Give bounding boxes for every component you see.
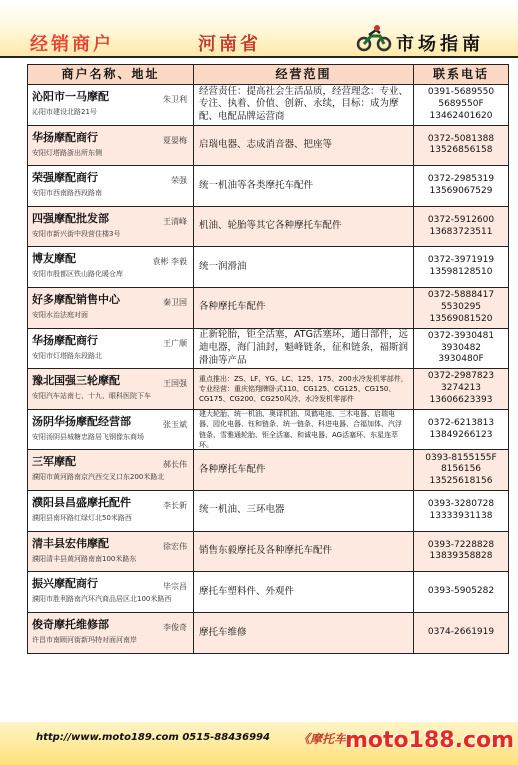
- dealer-name: 濮阳县昌盛摩托配件: [32, 495, 131, 509]
- phone-cell: [414, 613, 508, 654]
- phone-number: 0372-5888417: [427, 290, 495, 301]
- dealer-cell: [28, 572, 194, 612]
- business-scope: 摩托车塑料件、外观件: [194, 572, 414, 612]
- dealer-address: 安阳灯塔路浙出所东侧: [32, 148, 102, 157]
- phone-cell: [414, 369, 508, 409]
- phone-number: 0393-3280728: [427, 499, 495, 510]
- phone-number: 0372-5912600: [427, 214, 495, 225]
- phone-number: 0393-8155155F: [425, 452, 497, 463]
- dealer-name: 振兴摩配商行: [32, 577, 98, 591]
- phone-number: 5530295: [440, 301, 482, 312]
- phone-cell: [414, 126, 508, 166]
- table-row: [28, 288, 508, 329]
- table-row: [28, 491, 508, 532]
- dealer-address: 安阳汤阴县城糖忠路居飞钢像东商场: [32, 432, 144, 441]
- phone-cell: [414, 207, 508, 247]
- business-scope: 建大轮胎、统一机油、奥译机油、凤鹤电池、三木电器、启瑞电器、园化电器、钰和链条、统一链条、科进电器、合福加体、汽浮链条、雪雅通轮胎、钜全活塞、和诚电器、AG活塞环、东星连萃环。: [194, 410, 414, 450]
- dealer-name: 沁阳市一马摩配: [32, 90, 109, 103]
- dealer-name: 好多摩配销售中心: [32, 292, 120, 306]
- phone-number: 13606623393: [429, 394, 493, 405]
- contact-person: 王国强: [163, 379, 187, 389]
- contact-person: 夏晏梅: [163, 135, 187, 145]
- contact-person: 秦卫国: [163, 297, 187, 307]
- phone-cell: [414, 572, 508, 612]
- business-scope: 摩托车维修: [194, 613, 414, 654]
- table-row: [28, 126, 508, 167]
- phone-number: 13849266123: [429, 429, 493, 440]
- contact-person: 荣强: [171, 176, 187, 186]
- business-scope: 重点推出：ZS、LF、YG、LC、125、175、200水冷发机零部件，专业经营：重庆铭翔牌卧式110、CG125、CG125、CG150、CG175、CG200、CG250风冷、水冷发机零部件: [194, 369, 414, 409]
- business-scope: 启瑞电器、志成消音器、把座等: [194, 126, 414, 166]
- dealer-name: 清丰县宏伟摩配: [32, 536, 109, 550]
- table-row: [28, 247, 508, 288]
- col-header-name: 商户名称、地址: [28, 65, 194, 84]
- phone-cell: [414, 166, 508, 206]
- phone-cell: [414, 450, 508, 490]
- dealer-address: 濮阳市黄河路南京汽西交叉口东200米路北: [32, 473, 165, 482]
- dealer-address: 濮阳县南环路红绿灯北50米路西: [32, 513, 132, 522]
- phone-cell: [414, 85, 508, 125]
- phone-number: 5689550F: [438, 98, 484, 109]
- dealer-cell: [28, 166, 194, 206]
- phone-cell: [414, 491, 508, 531]
- guide-title: 市场指南: [396, 34, 484, 55]
- phone-number: 0372-6213813: [427, 417, 495, 428]
- dealer-cell: [28, 450, 194, 490]
- dealer-address: 安阳市殷都区铁山路化暖仓库: [32, 270, 123, 279]
- phone-cell: [414, 410, 508, 450]
- dealer-name: 华扬摩配商行: [32, 333, 98, 347]
- dealer-name: 豫北国强三轮摩配: [32, 374, 120, 388]
- phone-cell: [414, 288, 508, 328]
- table-row: [28, 369, 508, 410]
- phone-number: 13598128510: [429, 267, 493, 278]
- contact-person: 徐宏伟: [163, 541, 187, 551]
- dealer-name: 荣强摩配商行: [32, 171, 98, 185]
- dealer-address: 安阳水治法庭对面: [32, 310, 88, 319]
- contact-person: 郝长伟: [163, 460, 187, 470]
- contact-person: 李长新: [163, 500, 187, 510]
- col-header-phone: 联系电话: [432, 67, 489, 81]
- dealer-cell: [28, 613, 194, 654]
- phone-number: 0374-2661919: [427, 627, 495, 638]
- table-row: [28, 450, 508, 491]
- phone-cell: [414, 329, 508, 369]
- table-row: [28, 166, 508, 207]
- dealer-cell: [28, 410, 194, 450]
- table-row: [28, 572, 508, 613]
- dealer-name: 博友摩配: [32, 252, 76, 266]
- phone-number: 13839358828: [429, 551, 493, 562]
- business-scope: 经营责任：提高社会生活品质，经营理念：专业、专注、执着、价值、创新、永续，目标：成为摩配、电配品牌运营商: [194, 85, 414, 125]
- contact-person: 张玉斌: [163, 419, 187, 429]
- dealer-cell: [28, 288, 194, 328]
- business-scope: 统一润滑油: [194, 247, 414, 287]
- business-scope: 统一机油等各类摩托车配件: [194, 166, 414, 206]
- phone-number: 0393-5905282: [427, 586, 495, 597]
- dealer-address: 濮阳市胜利路南汽环汽商品居区北100米路西: [32, 595, 172, 604]
- page-footer: [0, 722, 518, 765]
- phone-number: 13683723511: [429, 226, 493, 237]
- business-scope: 各种摩托车配件: [194, 288, 414, 328]
- header-divider: [0, 56, 518, 58]
- phone-number: 0391-5689550: [427, 87, 495, 98]
- col-header-scope: 经营范围: [194, 65, 414, 84]
- table-row: [28, 329, 508, 370]
- table-body: [28, 85, 508, 653]
- province-title: 河南省: [198, 34, 261, 55]
- page-header: [0, 0, 518, 56]
- section-title: 经销商户: [30, 34, 114, 55]
- phone-number: 0372-3971919: [427, 255, 495, 266]
- business-scope: 正新轮胎，钜全活塞，ATG活塞环，通日部件，远迪电器，海门油封，魁峰链条，征和链条，福斯润滑油等产品: [194, 329, 414, 369]
- dealer-name: 三军摩配: [32, 455, 76, 469]
- business-scope: 各种摩托车配件: [194, 450, 414, 490]
- phone-number: 3274213: [440, 383, 482, 394]
- dealer-address: 许昌市南顾河街新玛特对面河南岸: [32, 635, 137, 644]
- phone-number: 13569067529: [429, 185, 493, 196]
- dealer-cell: [28, 247, 194, 287]
- dealer-cell: [28, 85, 194, 125]
- phone-number: 8156156: [440, 464, 482, 475]
- contact-person: 李俊奇: [163, 622, 187, 632]
- table-row: [28, 410, 508, 451]
- dealer-address: 安阳市新兴街中段营住楼3号: [32, 229, 121, 238]
- phone-cell: [414, 532, 508, 572]
- dealer-cell: [28, 207, 194, 247]
- contact-person: 袁彬 李毅: [152, 257, 187, 267]
- phone-number: 0372-3930481: [427, 330, 495, 341]
- dealer-cell: [28, 491, 194, 531]
- dealer-name: 俊奇摩托维修部: [32, 617, 109, 631]
- phone-number: 0372-2985319: [427, 174, 495, 185]
- dealer-name: 汤阴华扬摩配经营部: [32, 414, 131, 428]
- contact-person: 王广顺: [163, 338, 187, 348]
- contact-person: 朱卫利: [163, 95, 187, 104]
- phone-number: 13462401620: [429, 110, 493, 121]
- dealer-name: 华扬摩配商行: [32, 130, 98, 144]
- dealer-cell: [28, 329, 194, 369]
- phone-number: 13526856158: [429, 145, 493, 156]
- motorcycle-icon: [356, 24, 392, 52]
- phone-number: 3930480F: [438, 354, 484, 365]
- dealer-name: 四强摩配批发部: [32, 211, 109, 225]
- dealer-address: 濮阳清丰县黄河路南南100米路东: [32, 554, 137, 563]
- table-header: [28, 65, 508, 85]
- dealer-address: 安阳市灯塔路东段路北: [32, 351, 102, 360]
- phone-number: 0372-2987823: [427, 371, 495, 382]
- dealer-address: 安阳汽车站南七、十九、眼科医院下车: [32, 392, 151, 401]
- phone-number: 13333931138: [429, 510, 493, 521]
- phone-number: 0393-7228828: [427, 539, 495, 550]
- contact-person: 毕宗昌: [163, 582, 187, 592]
- footer-url: http://www.moto189.com 0515-88436994: [36, 732, 270, 743]
- business-scope: 机油、轮胎等其它各种摩托车配件: [194, 207, 414, 247]
- table-row: [28, 532, 508, 573]
- phone-number: 0372-5081388: [427, 133, 495, 144]
- phone-number: 3930482: [440, 342, 482, 353]
- dealer-cell: [28, 126, 194, 166]
- dealer-table: [27, 64, 509, 654]
- dealer-cell: [28, 532, 194, 572]
- watermark: moto188.com: [345, 728, 515, 753]
- contact-person: 王清峰: [163, 216, 187, 226]
- table-row: [28, 207, 508, 248]
- business-scope: 销售东毅摩托及各种摩托车配件: [194, 532, 414, 572]
- dealer-address: 沁阳市建设北路21号: [32, 108, 97, 116]
- dealer-address: 安阳市西南路西段路南: [32, 189, 102, 198]
- table-row: [28, 85, 508, 126]
- phone-cell: [414, 247, 508, 287]
- dealer-cell: [28, 369, 194, 409]
- phone-number: 13569081520: [429, 313, 493, 324]
- table-row: [28, 613, 508, 654]
- business-scope: 统一机油、三环电器: [194, 491, 414, 531]
- footer-brand: 《摩托车: [298, 732, 347, 746]
- phone-number: 13525618156: [429, 475, 493, 486]
